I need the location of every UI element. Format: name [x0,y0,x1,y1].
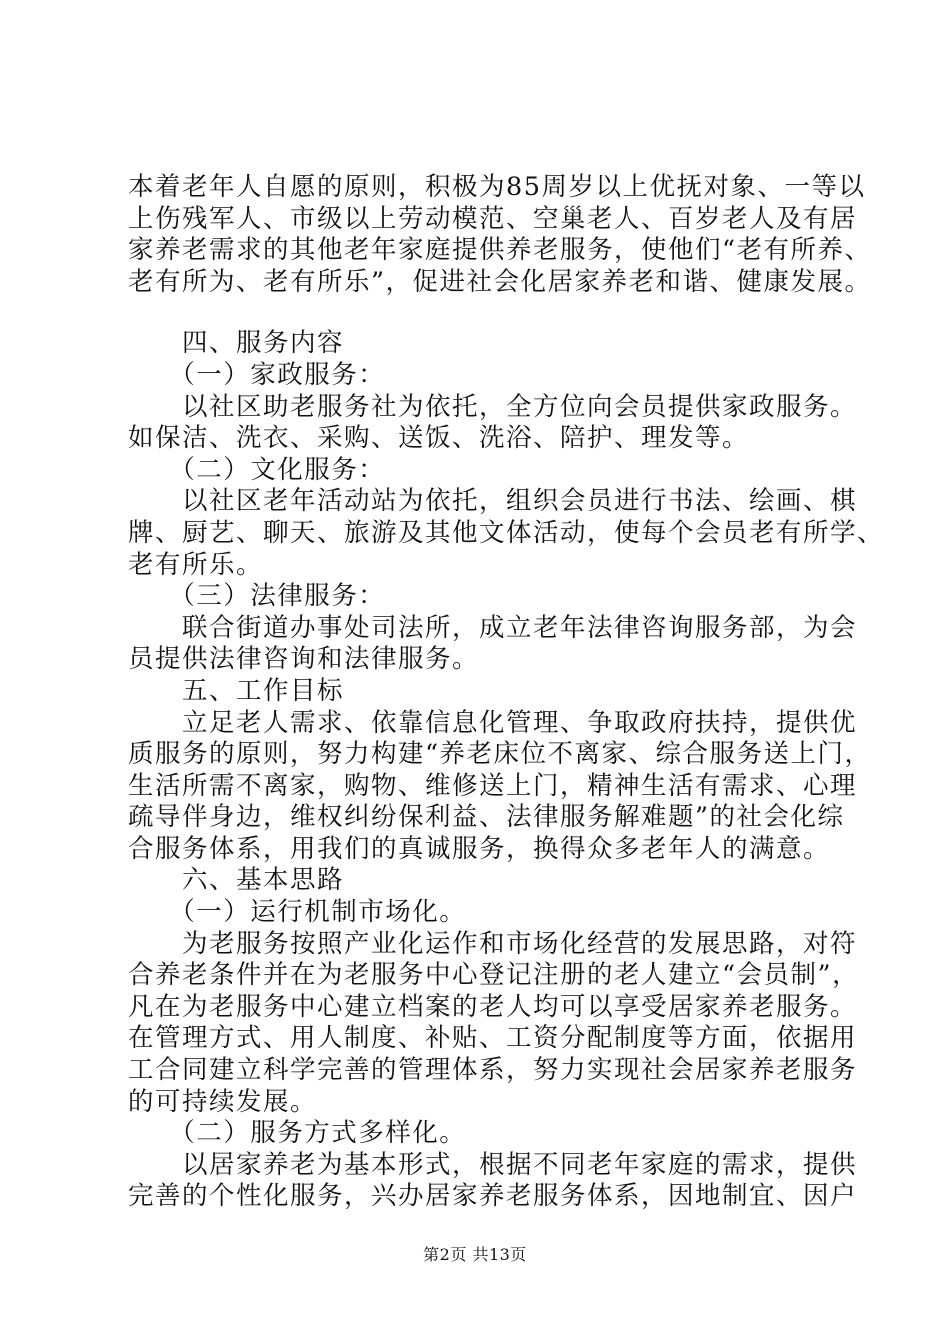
subsection-heading: （一）家政服务： [128,359,386,390]
subsection-heading: （三）法律服务： [128,581,386,612]
paragraph-line: 老有所为、老有所乐”，促进社会化居家养老和谐、健康发展。 [128,266,872,297]
paragraph-line: 生活所需不离家，购物、维修送上门，精神生活有需求、心理 [128,770,858,801]
paragraph-line: 以社区助老服务社为依托，全方位向会员提供家政服务。 [128,391,858,422]
paragraph-line: 疏导伴身边，维权纠纷保利益、法律服务解难题”的社会化综 [128,802,845,833]
paragraph-line: 以居家养老为基本形式，根据不同老年家庭的需求，提供 [128,1149,858,1180]
paragraph-gap [128,298,848,328]
paragraph-line: 凡在为老服务中心建立档案的老人均可以享受居家养老服务。 [128,991,858,1022]
paragraph-line: 联合街道办事处司法所，成立老年法律咨询服务部，为会 [128,612,858,643]
page-footer: 第2页 共13页 [423,1245,527,1264]
paragraph-line: 合服务体系，用我们的真诚服务，换得众多老年人的满意。 [128,833,831,864]
paragraph-line: 为老服务按照产业化运作和市场化经营的发展思路，对符 [128,928,858,959]
paragraph-line: 的可持续发展。 [128,1086,318,1117]
paragraph-line: 工合同建立科学完善的管理体系，努力实现社会居家养老服务 [128,1055,858,1086]
paragraph-line: 本着老年人自愿的原则，积极为85周岁以上优抚对象、一等以 [128,172,866,202]
section-heading: 五、工作目标 [128,675,345,706]
subsection-heading: （二）文化服务： [128,454,386,485]
document-body [128,172,885,1213]
paragraph-line: 立足老人需求、依靠信息化管理、争取政府扶持，提供优 [128,707,858,738]
paragraph-line: 牌、厨艺、聊天、旅游及其他文体活动，使每个会员老有所学、 [128,517,885,548]
paragraph-line: 上伤残军人、市级以上劳动模范、空巢老人、百岁老人及有居 [128,203,858,234]
paragraph-line: 家养老需求的其他老年家庭提供养老服务，使他们“老有所养、 [128,235,872,266]
paragraph-line: 以社区老年活动站为依托，组织会员进行书法、绘画、棋 [128,486,858,517]
paragraph-line: 在管理方式、用人制度、补贴、工资分配制度等方面，依据用 [128,1023,858,1054]
section-heading: 四、服务内容 [128,328,345,359]
paragraph-line: 合养老条件并在为老服务中心登记注册的老人建立“会员制”， [128,960,860,991]
paragraph-line: 员提供法律咨询和法律服务。 [128,644,480,675]
paragraph-line: 质服务的原则，努力构建“养老床位不离家、综合服务送上门， [128,739,872,770]
paragraph-line: 老有所乐。 [128,549,264,580]
section-heading: 六、基本思路 [128,865,345,896]
paragraph-line: 如保洁、洗衣、采购、送饭、洗浴、陪护、理发等。 [128,423,750,454]
subsection-heading: （二）服务方式多样化。 [128,1118,467,1149]
subsection-heading: （一）运行机制市场化。 [128,897,467,928]
paragraph-line: 完善的个性化服务，兴办居家养老服务体系，因地制宜、因户 [128,1181,858,1212]
